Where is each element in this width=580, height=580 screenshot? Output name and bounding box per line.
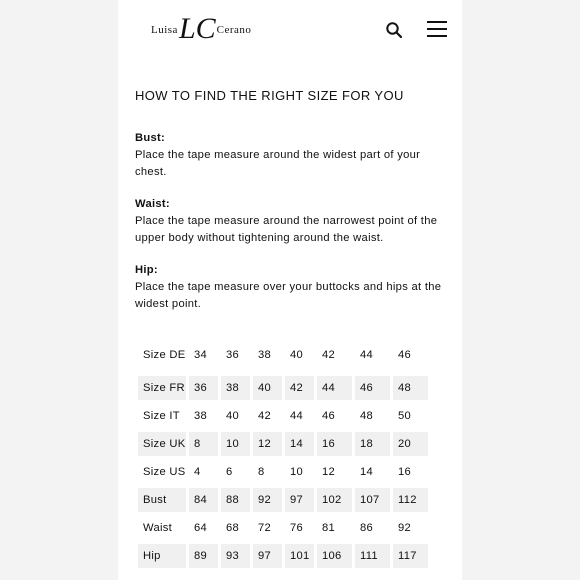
header xyxy=(118,0,462,62)
bust-section xyxy=(135,130,451,181)
table-cell: 106 xyxy=(317,544,352,568)
table-cell: 10 xyxy=(221,432,250,456)
table-cell: 93 xyxy=(221,544,250,568)
row-label: Hip xyxy=(138,544,186,568)
brand-name-left: Luisa xyxy=(151,24,178,36)
search-button[interactable] xyxy=(385,21,403,39)
table-cell: 8 xyxy=(258,466,265,478)
table-cell: 38 xyxy=(194,410,208,422)
table-row-size-us xyxy=(138,460,428,484)
table-cell: 42 xyxy=(285,376,314,400)
table-cell: 18 xyxy=(355,432,390,456)
table-cell: 40 xyxy=(226,410,240,422)
table-cell: 34 xyxy=(194,348,208,361)
table-cell: 76 xyxy=(290,522,304,534)
table-cell: 12 xyxy=(253,432,282,456)
table-row-size-it xyxy=(138,404,428,428)
hip-text: Place the tape measure over your buttocks and hips at the widest point. xyxy=(135,281,442,310)
table-cell: 46 xyxy=(355,376,390,400)
table-cell: 44 xyxy=(317,376,352,400)
row-label: Size FR xyxy=(138,376,186,400)
table-cell: 117 xyxy=(393,544,428,568)
page xyxy=(118,0,462,580)
table-cell: 16 xyxy=(398,466,412,478)
table-cell: 16 xyxy=(317,432,352,456)
table-cell: 6 xyxy=(226,466,233,478)
table-cell: 40 xyxy=(290,348,304,361)
table-cell: 89 xyxy=(189,544,218,568)
table-cell: 46 xyxy=(322,410,336,422)
table-cell: 111 xyxy=(355,544,390,568)
row-label: Size US xyxy=(143,466,186,478)
table-cell: 38 xyxy=(221,376,250,400)
table-cell: 14 xyxy=(360,466,374,478)
table-cell: 38 xyxy=(258,348,272,361)
table-cell: 101 xyxy=(285,544,314,568)
table-cell: 20 xyxy=(393,432,428,456)
table-cell: 102 xyxy=(317,488,352,512)
row-label: Waist xyxy=(143,522,173,534)
table-cell: 8 xyxy=(189,432,218,456)
table-cell: 40 xyxy=(253,376,282,400)
row-label: Size IT xyxy=(143,410,180,422)
table-cell: 50 xyxy=(398,410,412,422)
table-cell: 42 xyxy=(322,348,336,361)
table-cell: 36 xyxy=(226,348,240,361)
table-cell: 86 xyxy=(360,522,374,534)
table-cell: 14 xyxy=(285,432,314,456)
table-cell: 97 xyxy=(285,488,314,512)
table-row-size-fr xyxy=(138,376,428,400)
table-cell: 42 xyxy=(258,410,272,422)
table-cell: 4 xyxy=(194,466,201,478)
table-row-bust xyxy=(138,488,428,512)
table-row-size-de xyxy=(138,338,428,372)
table-cell: 97 xyxy=(253,544,282,568)
row-label: Bust xyxy=(138,488,186,512)
page-title: HOW TO FIND THE RIGHT SIZE FOR YOU xyxy=(135,88,404,103)
waist-heading: Waist: xyxy=(135,198,170,210)
hamburger-menu-icon xyxy=(427,21,447,37)
waist-text: Place the tape measure around the narrowest point of the upper body without tightening around the waist. xyxy=(135,215,438,244)
table-cell: 92 xyxy=(253,488,282,512)
table-cell: 10 xyxy=(290,466,304,478)
table-cell: 36 xyxy=(189,376,218,400)
waist-section xyxy=(135,196,451,247)
bust-text: Place the tape measure around the widest part of your chest. xyxy=(135,149,421,178)
row-label: Size DE xyxy=(143,348,186,361)
size-table xyxy=(135,334,431,572)
table-cell: 68 xyxy=(226,522,240,534)
table-row-size-uk xyxy=(138,432,428,456)
bust-heading: Bust: xyxy=(135,132,166,144)
table-cell: 48 xyxy=(393,376,428,400)
table-cell: 81 xyxy=(322,522,336,534)
table-cell: 88 xyxy=(221,488,250,512)
table-cell: 92 xyxy=(398,522,412,534)
table-cell: 64 xyxy=(194,522,208,534)
brand-monogram: LC xyxy=(178,12,216,45)
table-cell: 72 xyxy=(258,522,272,534)
table-cell: 44 xyxy=(290,410,304,422)
brand-logo[interactable] xyxy=(151,12,261,48)
table-row-waist xyxy=(138,516,428,540)
menu-button[interactable] xyxy=(427,21,447,39)
search-icon xyxy=(385,21,403,39)
brand-name-right: Cerano xyxy=(216,24,252,36)
hip-section xyxy=(135,262,451,313)
row-label: Size UK xyxy=(138,432,186,456)
table-cell: 44 xyxy=(360,348,374,361)
table-cell: 48 xyxy=(360,410,374,422)
table-cell: 84 xyxy=(189,488,218,512)
table-cell: 112 xyxy=(393,488,428,512)
table-cell: 12 xyxy=(322,466,336,478)
table-row-hip xyxy=(138,544,428,568)
table-cell: 107 xyxy=(355,488,390,512)
table-cell: 46 xyxy=(398,348,412,361)
hip-heading: Hip: xyxy=(135,264,158,276)
